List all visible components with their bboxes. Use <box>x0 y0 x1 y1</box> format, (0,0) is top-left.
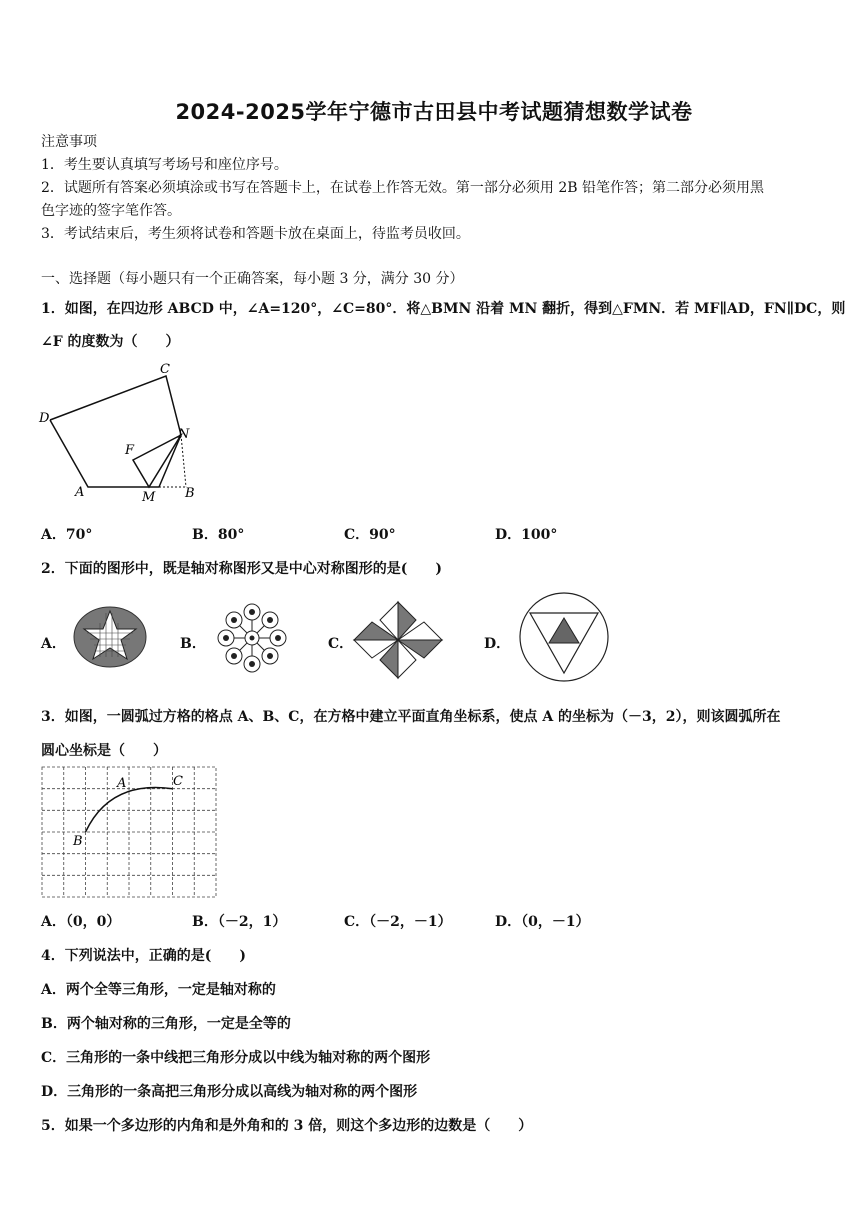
q1-option-d[interactable]: D．100° <box>495 527 558 543</box>
q1-option-b[interactable]: B．80° <box>192 527 245 543</box>
q2-option-a-label[interactable]: A． <box>41 636 66 652</box>
q3-stem-cont: 圆心坐标是（ ） <box>41 743 167 759</box>
q4-stem: 4．下列说法中，正确的是( ) <box>41 948 246 964</box>
notice-item: 3．考试结束后，考生须将试卷和答题卡放在桌面上，待监考员收回。 <box>41 226 470 242</box>
pinwheel-icon[interactable] <box>350 598 448 682</box>
label-f: F <box>125 443 135 458</box>
label-b: B <box>73 834 83 849</box>
star-grid-icon[interactable] <box>72 603 150 669</box>
notice-item: 色字迹的签字笔作答。 <box>41 203 181 219</box>
q2-option-b-label[interactable]: B． <box>180 636 206 652</box>
q3-grid-figure <box>40 765 218 899</box>
section-heading: 一、选择题（每小题只有一个正确答案，每小题 3 分，满分 30 分） <box>41 271 464 287</box>
q2-stem: 2．下面的图形中，既是轴对称图形又是中心对称图形的是( ) <box>41 561 442 577</box>
notice-item: 1．考生要认真填写考场号和座位序号。 <box>41 157 288 173</box>
q3-option-a[interactable]: A．（0，0） <box>41 914 121 930</box>
q3-option-b[interactable]: B．（－2，1） <box>192 914 287 930</box>
notice-heading: 注意事项 <box>41 134 97 150</box>
q2-option-d-label[interactable]: D． <box>484 636 511 652</box>
q1-option-c[interactable]: C．90° <box>344 527 396 543</box>
q1-stem-cont: ∠F 的度数为（ ） <box>41 334 180 350</box>
label-m: M <box>142 490 156 505</box>
q1-quadrilateral-figure <box>36 358 206 510</box>
flower-circles-icon[interactable] <box>212 602 292 674</box>
label-b: B <box>185 486 195 501</box>
q3-stem: 3．如图，一圆弧过方格的格点 A、B、C，在方格中建立平面直角坐标系，使点 A 的坐标为（－3，2），则该圆弧所在 <box>41 709 781 725</box>
label-d: D <box>39 411 50 426</box>
q3-option-d[interactable]: D．（0，－1） <box>495 914 590 930</box>
notice-item: 2．试题所有答案必须填涂或书写在答题卡上，在试卷上作答无效。第一部分必须用 2B 铅笔作答；第二部分必须用黑 <box>41 180 764 196</box>
page-title: 2024-2025学年宁德市古田县中考试题猜想数学试卷 <box>175 100 693 124</box>
label-a: A <box>75 485 85 500</box>
q1-option-a[interactable]: A．70° <box>41 527 93 543</box>
q3-option-c[interactable]: C．（－2，－1） <box>344 914 452 930</box>
q4-option-d[interactable]: D．三角形的一条高把三角形分成以高线为轴对称的两个图形 <box>41 1084 418 1100</box>
q1-stem: 1．如图，在四边形 ABCD 中，∠A=120°，∠C=80°．将△BMN 沿着 MN 翻折，得到△FMN．若 MF∥AD，FN∥DC，则 <box>41 301 846 317</box>
label-c: C <box>173 774 183 789</box>
q4-option-b[interactable]: B．两个轴对称的三角形，一定是全等的 <box>41 1016 291 1032</box>
circle-triangle-icon[interactable] <box>517 591 611 683</box>
q4-option-c[interactable]: C．三角形的一条中线把三角形分成以中线为轴对称的两个图形 <box>41 1050 431 1066</box>
label-n: N <box>178 427 190 442</box>
q4-option-a[interactable]: A．两个全等三角形，一定是轴对称的 <box>41 982 276 998</box>
label-c: C <box>160 362 170 377</box>
label-a: A <box>117 776 127 791</box>
q2-option-c-label[interactable]: C． <box>328 636 354 652</box>
q5-stem: 5．如果一个多边形的内角和是外角和的 3 倍，则这个多边形的边数是（ ） <box>41 1118 533 1134</box>
